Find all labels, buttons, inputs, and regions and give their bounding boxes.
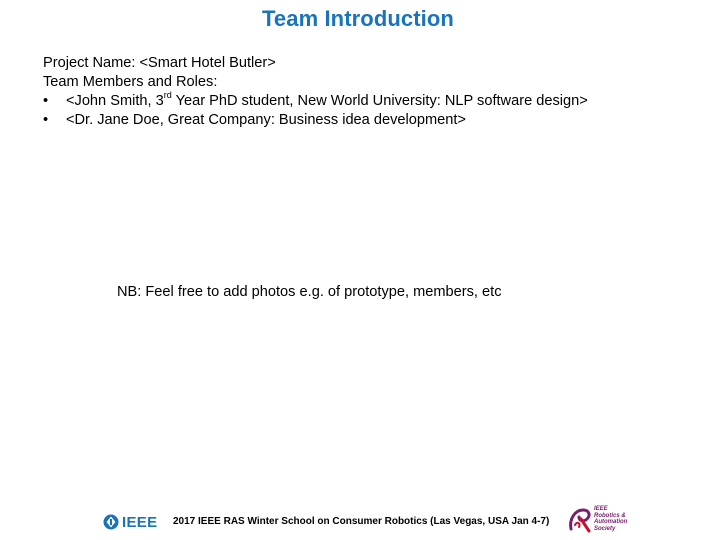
ordinal-suffix: rd: [163, 90, 172, 101]
ras-logo-text: IEEE Robotics & Automation Society: [594, 506, 628, 532]
event-footer-text: 2017 IEEE RAS Winter School on Consumer Robotics (Las Vegas, USA Jan 4-7): [173, 516, 550, 527]
member-item: [43, 111, 703, 130]
slide-body: [43, 54, 703, 130]
bullet-icon: •: [43, 93, 49, 109]
member-item: [43, 92, 703, 111]
slide-title: Team Introduction: [262, 6, 454, 31]
ieee-wordmark: IEEE: [122, 513, 158, 531]
member-text: <Dr. Jane Doe, Great Company: Business idea development>: [66, 112, 466, 128]
member-text-start: <John Smith, 3: [66, 93, 164, 109]
ieee-logo: [103, 513, 157, 531]
project-name-line: Project Name: <Smart Hotel Butler>: [43, 55, 276, 71]
footer: [0, 503, 720, 539]
ieee-diamond-icon: [103, 514, 119, 530]
photo-note: NB: Feel free to add photos e.g. of prototype, members, etc: [117, 284, 502, 300]
member-text-end: Year PhD student, New World University: NLP software design>: [171, 93, 588, 109]
ras-emblem-icon: [567, 505, 595, 535]
members-heading: Team Members and Roles:: [43, 74, 218, 90]
bullet-icon: •: [43, 112, 49, 128]
ras-logo: [567, 505, 627, 535]
